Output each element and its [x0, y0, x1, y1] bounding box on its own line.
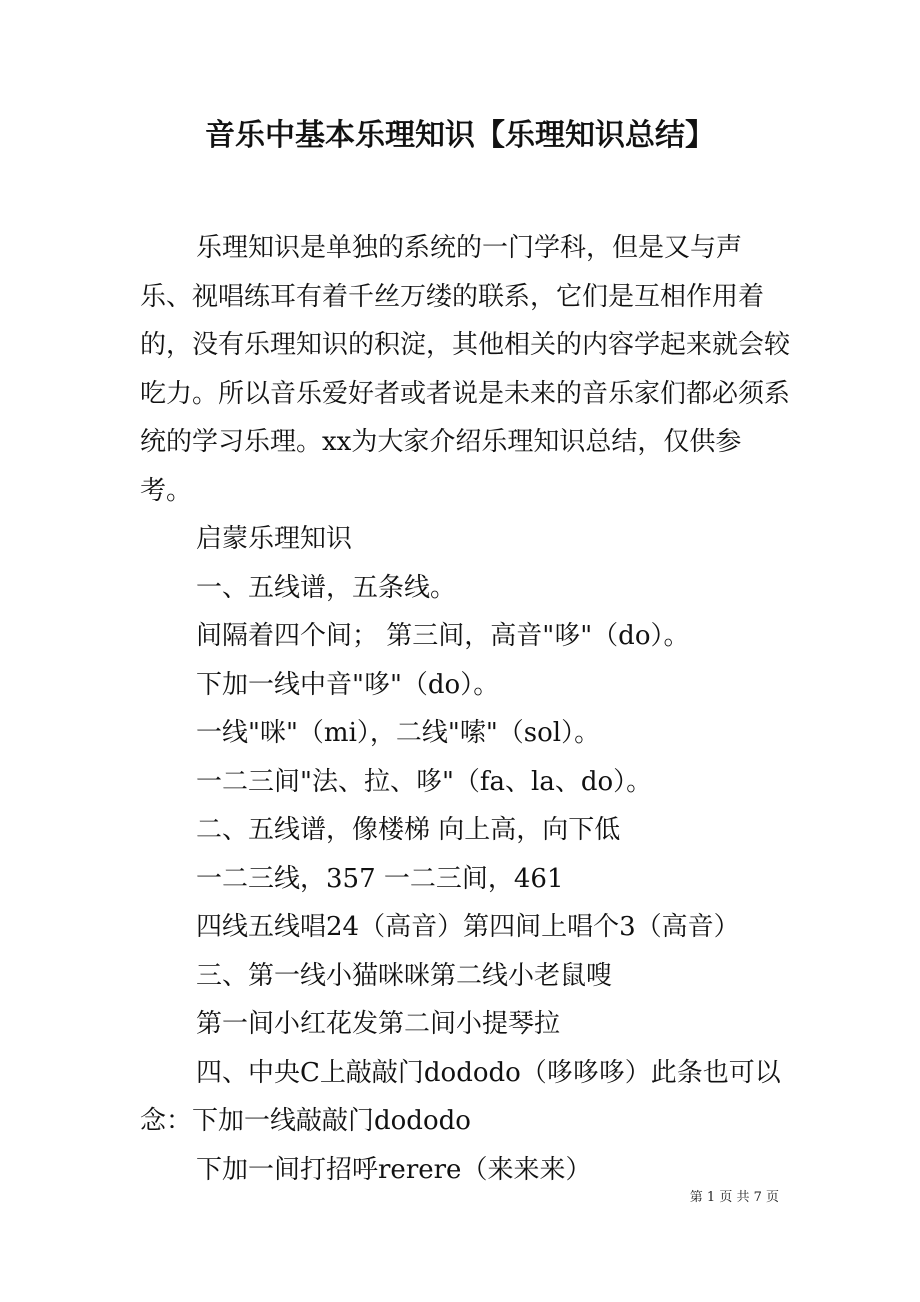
- paragraph: 一二三间"法、拉、哆"（fa、la、do）。: [196, 766, 653, 797]
- paragraph: 一、五线谱，五条线。: [196, 572, 457, 603]
- paragraph: 一二三线，357 一二三间，461: [196, 863, 564, 894]
- section-heading: 启蒙乐理知识: [196, 524, 353, 554]
- paragraph: 四线五线唱24（高音）第四间上唱个3（高音）: [196, 912, 740, 942]
- paragraph: 第一间小红花发第二间小提琴拉: [196, 1009, 561, 1039]
- paragraph: 四、中央C上敲敲门dododo（哆哆哆）此条也可以念：下加一线敲敲门dododo: [140, 1057, 781, 1136]
- paragraph: 下加一间打招呼rerere（来来来）: [196, 1154, 592, 1185]
- paragraph: 间隔着四个间； 第三间，高音"哆"（do）。: [196, 621, 690, 651]
- paragraph: 二、五线谱，像楼梯 向上高，向下低: [196, 815, 621, 845]
- paragraph: 三、第一线小猫咪咪第二线小老鼠嗖: [196, 960, 613, 991]
- page-number-footer: 第 1 页 共 7 页: [689, 1190, 779, 1205]
- intro-paragraph: 乐理知识是单独的系统的一门学科，但是又与声乐、视唱练耳有着千丝万缕的联系，它们是互相作用着的，没有乐理知识的积淀，其他相关的内容学起来就会较吃力。所以音乐爱好者或者说是未来的音乐家们都必须系统的学习乐理。xx为大家介绍乐理知识总结，仅供参考。: [140, 233, 791, 506]
- page-title: 音乐中基本乐理知识【乐理知识总结】: [205, 118, 715, 153]
- document-body: [140, 224, 790, 1194]
- paragraph: 一线"咪"（mi），二线"嗦"（sol）。: [196, 718, 601, 748]
- paragraph: 下加一线中音"哆"（do）。: [196, 669, 500, 700]
